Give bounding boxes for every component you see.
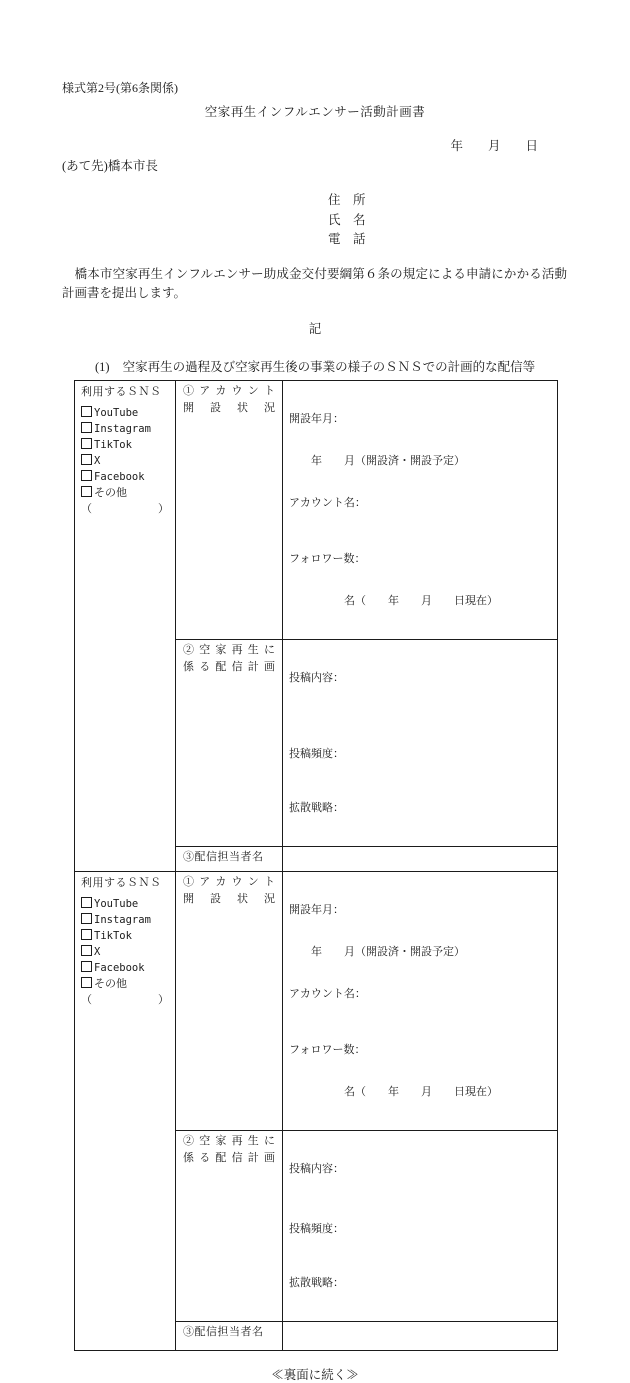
row-label-line: 開設状況: [183, 892, 275, 905]
sns-option-other: [81, 485, 171, 501]
sns-option-instagram: [81, 912, 171, 928]
checkbox-instagram-icon: [81, 422, 92, 433]
sns-option-label: Facebook: [94, 470, 145, 483]
sns-option-label: YouTube: [94, 897, 139, 910]
checkbox-facebook-icon: [81, 470, 92, 481]
checkbox-youtube-icon: [81, 406, 92, 417]
post-frequency-label: 投稿頻度：: [289, 1222, 344, 1235]
sns-option-facebook: [81, 960, 171, 976]
page-title: 空家再生インフルエンサー活動計画書: [204, 105, 426, 119]
sns-option-tiktok: [81, 437, 171, 453]
continuation-note: ≪裏面に続く≫: [271, 1367, 359, 1382]
sns-option-instagram: [81, 421, 171, 437]
sns-option-youtube: [81, 896, 171, 912]
row-label-line: 開設状況: [183, 401, 275, 414]
sns-plan-table: [74, 380, 558, 1351]
row-label-line: ③配信担当者名: [183, 1325, 264, 1338]
sns-option-other: [81, 976, 171, 992]
row-label-line: ②空家再生に: [183, 1134, 275, 1147]
sns-other-field: （ ）: [81, 993, 169, 1006]
distribution-plan-cell: [283, 639, 558, 846]
sns-option-label: Instagram: [94, 422, 151, 435]
checkbox-instagram-icon: [81, 913, 92, 924]
declaration-paragraph: 橋本市空家再生インフルエンサー助成金交付要綱第６条の規定による申請にかかる活動計画書を提出します。: [62, 266, 567, 300]
table-row: [75, 871, 558, 1130]
checkbox-other-icon: [81, 486, 92, 497]
checkbox-x-icon: [81, 454, 92, 465]
sns-label: 利用するＳＮＳ: [81, 385, 162, 398]
row-label-manager-name: [176, 1321, 283, 1350]
date-line: 年 月 日: [450, 139, 538, 153]
sns-option-label: X: [94, 945, 101, 958]
opened-date-label: 開設年月：: [289, 412, 344, 425]
sns-option-label: その他: [94, 977, 127, 990]
followers-label: フォロワー数：: [289, 1043, 366, 1056]
table-row: [75, 380, 558, 639]
row-label-distribution-plan: [176, 1130, 283, 1321]
row-label-line: ②空家再生に: [183, 643, 275, 656]
followers-value-line: 名（ 年 月 日現在）: [289, 1085, 498, 1098]
manager-name-field: [283, 1321, 558, 1350]
row-label-line: 係る配信計画: [183, 660, 275, 673]
addressee-line: (あて先)橋本市長: [62, 159, 158, 173]
checkbox-tiktok-icon: [81, 438, 92, 449]
sns-option-x: [81, 944, 171, 960]
row-label-line: 係る配信計画: [183, 1151, 275, 1164]
opened-date-label: 開設年月：: [289, 903, 344, 916]
account-name-label: アカウント名：: [289, 496, 366, 509]
sns-option-label: Facebook: [94, 961, 145, 974]
row-label-manager-name: [176, 846, 283, 871]
sns-option-label: TikTok: [94, 438, 132, 451]
post-content-label: 投稿内容：: [289, 1162, 344, 1175]
sns-selection-cell: [75, 380, 176, 871]
row-label-distribution-plan: [176, 639, 283, 846]
applicant-address-line: 住 所: [328, 193, 366, 207]
post-frequency-label: 投稿頻度：: [289, 747, 344, 760]
sns-option-label: X: [94, 454, 101, 467]
checkbox-x-icon: [81, 945, 92, 956]
sns-label: 利用するＳＮＳ: [81, 876, 162, 889]
followers-value-line: 名（ 年 月 日現在）: [289, 594, 498, 607]
checkbox-other-icon: [81, 977, 92, 988]
spread-strategy-label: 拡散戦略：: [289, 801, 344, 814]
followers-label: フォロワー数：: [289, 552, 366, 565]
sns-block-2: [75, 871, 558, 1350]
row-label-line: ①アカウント: [183, 875, 275, 888]
sns-option-x: [81, 453, 171, 469]
section1-heading: [95, 359, 630, 376]
distribution-plan-cell: [283, 1130, 558, 1321]
sns-option-youtube: [81, 405, 171, 421]
sns-selection-cell: [75, 871, 176, 1350]
opened-date-value-line: 年 月（開設済・開設予定）: [289, 945, 465, 958]
sns-option-label: TikTok: [94, 929, 132, 942]
applicant-block: [328, 191, 630, 250]
sns-option-label: YouTube: [94, 406, 139, 419]
checkbox-tiktok-icon: [81, 929, 92, 940]
sns-other-field: （ ）: [81, 502, 169, 515]
manager-name-field: [283, 846, 558, 871]
section1-number: (1): [95, 359, 110, 374]
row-label-line: ①アカウント: [183, 384, 275, 397]
spread-strategy-label: 拡散戦略：: [289, 1276, 344, 1289]
sns-option-tiktok: [81, 928, 171, 944]
applicant-name-line: 氏 名: [328, 212, 366, 227]
row-label-account-setup: [176, 871, 283, 1130]
account-setup-cell: [283, 380, 558, 639]
sns-option-label: その他: [94, 486, 127, 499]
opened-date-value-line: 年 月（開設済・開設予定）: [289, 454, 465, 467]
account-name-label: アカウント名：: [289, 987, 366, 1000]
row-label-account-setup: [176, 380, 283, 639]
record-heading: 記: [308, 321, 322, 336]
account-setup-cell: [283, 871, 558, 1130]
row-label-line: ③配信担当者名: [183, 850, 264, 863]
post-content-label: 投稿内容：: [289, 671, 344, 684]
form-number: 様式第2号(第6条関係): [62, 81, 178, 95]
sns-option-facebook: [81, 469, 171, 485]
sns-block-1: [75, 380, 558, 871]
sns-option-label: Instagram: [94, 913, 151, 926]
checkbox-facebook-icon: [81, 961, 92, 972]
checkbox-youtube-icon: [81, 897, 92, 908]
section1-heading-text: 空家再生の過程及び空家再生後の事業の様子のＳＮＳでの計画的な配信等: [122, 359, 536, 374]
applicant-phone-line: 電 話: [328, 232, 366, 246]
